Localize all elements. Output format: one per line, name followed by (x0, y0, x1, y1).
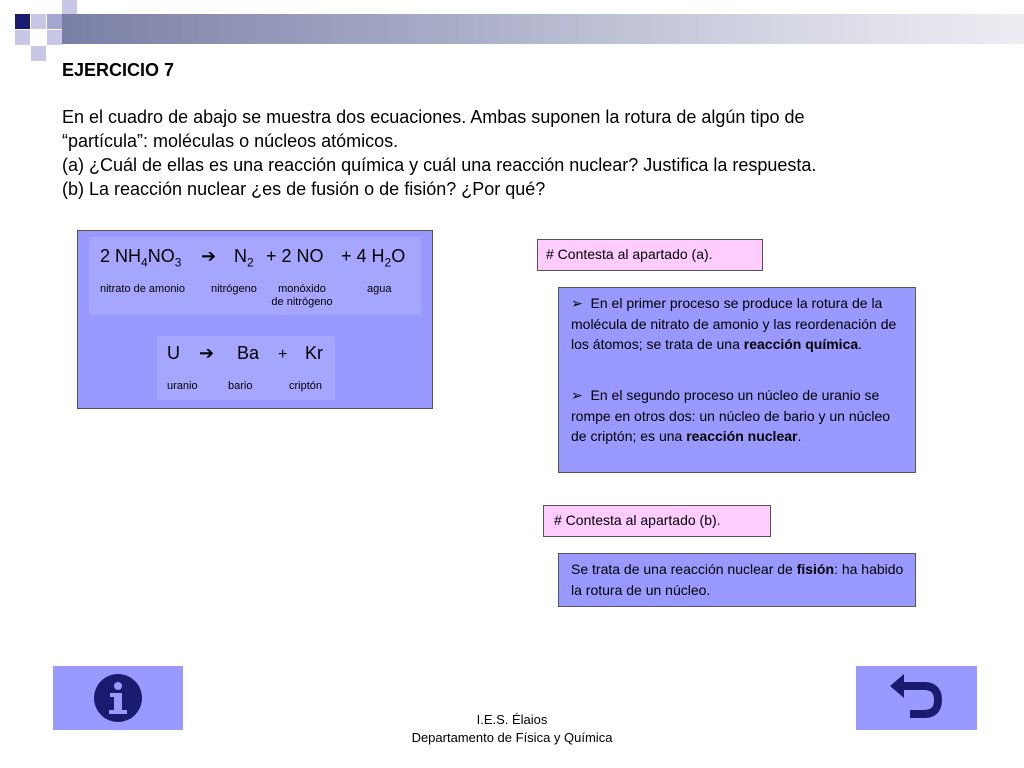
prompt-b-box (543, 505, 771, 537)
eq1-label-reactant: nitrato de amonio (100, 283, 185, 295)
eq2-label-product-2: criptón (289, 380, 323, 392)
eq2-plus: + (278, 346, 288, 363)
statement-line: En el cuadro de abajo se muestra dos ecuaciones. Ambas suponen la rotura de algún tipo de (62, 107, 805, 127)
arrow-icon: ➔ (199, 343, 215, 363)
prompt-b-text: # Contesta al apartado (b). (554, 512, 721, 528)
statement-line: “partícula”: moléculas o núcleos atómicos. (62, 131, 399, 151)
eq1-product-1: $N_2$ (234, 246, 254, 270)
decor-square (15, 14, 30, 29)
exercise-statement (62, 105, 962, 201)
answer-a-box (558, 287, 916, 473)
answer-a-item-2: ➢ En el segundo proceso un núcleo de uranio se rompe en otros dos: un núcleo de bario y un núcleo de criptón; es una reacción nuclear. (571, 387, 891, 444)
decor-square (62, 0, 77, 14)
eq2-label-product-1: bario (228, 380, 253, 392)
decor-square (15, 30, 30, 45)
decor-square (31, 14, 46, 29)
statement-line: (a) ¿Cuál de ellas es una reacción química y cuál una reacción nuclear? Justifica la respuesta. (62, 155, 817, 175)
eq1-label-product-1: nitrógeno (211, 283, 257, 295)
prompt-a-text: # Contesta al apartado (a). (546, 246, 713, 262)
header-gradient-bar (62, 14, 1024, 44)
eq1-product-2: + 2 NO (266, 246, 324, 266)
footer-school: I.E.S. Élaios (476, 712, 548, 727)
answer-b-box (558, 553, 916, 607)
decor-square (47, 30, 62, 45)
eq2-reactant: U (167, 343, 180, 363)
eq1-label-product-3: agua (367, 283, 392, 295)
bullet-icon: ➢ (571, 387, 583, 403)
eq1-product-3: + 4 $H_2O$ (341, 246, 406, 270)
bullet-icon: ➢ (571, 295, 583, 311)
decor-square (31, 46, 46, 61)
decor-square (47, 14, 62, 29)
slide-title: EJERCICIO 7 (62, 60, 175, 80)
eq2-product-2: Kr (305, 343, 323, 363)
answer-a-item-1: ➢ En el primer proceso se produce la rotura de la molécula de nitrato de amonio y las reordenación de los átomos; se trata de una reacción química. (571, 295, 897, 352)
statement-line: (b) La reacción nuclear ¿es de fusión o de fisión? ¿Por qué? (62, 179, 546, 199)
prompt-a-box (537, 239, 763, 271)
arrow-icon: ➔ (201, 246, 217, 266)
eq1-reactant: 2 $NH_4NO_3$ (100, 246, 182, 270)
eq1-label-product-2: monóxido de nitrógeno (271, 283, 333, 308)
eq2-label-reactant: uranio (167, 380, 198, 392)
eq2-product-1: Ba (237, 343, 260, 363)
decor-square (31, 30, 46, 45)
footer-department: Departamento de Física y Química (411, 730, 613, 745)
answer-b-text: Se trata de una reacción nuclear de fisión: ha habido la rotura de un núcleo. (571, 561, 904, 598)
